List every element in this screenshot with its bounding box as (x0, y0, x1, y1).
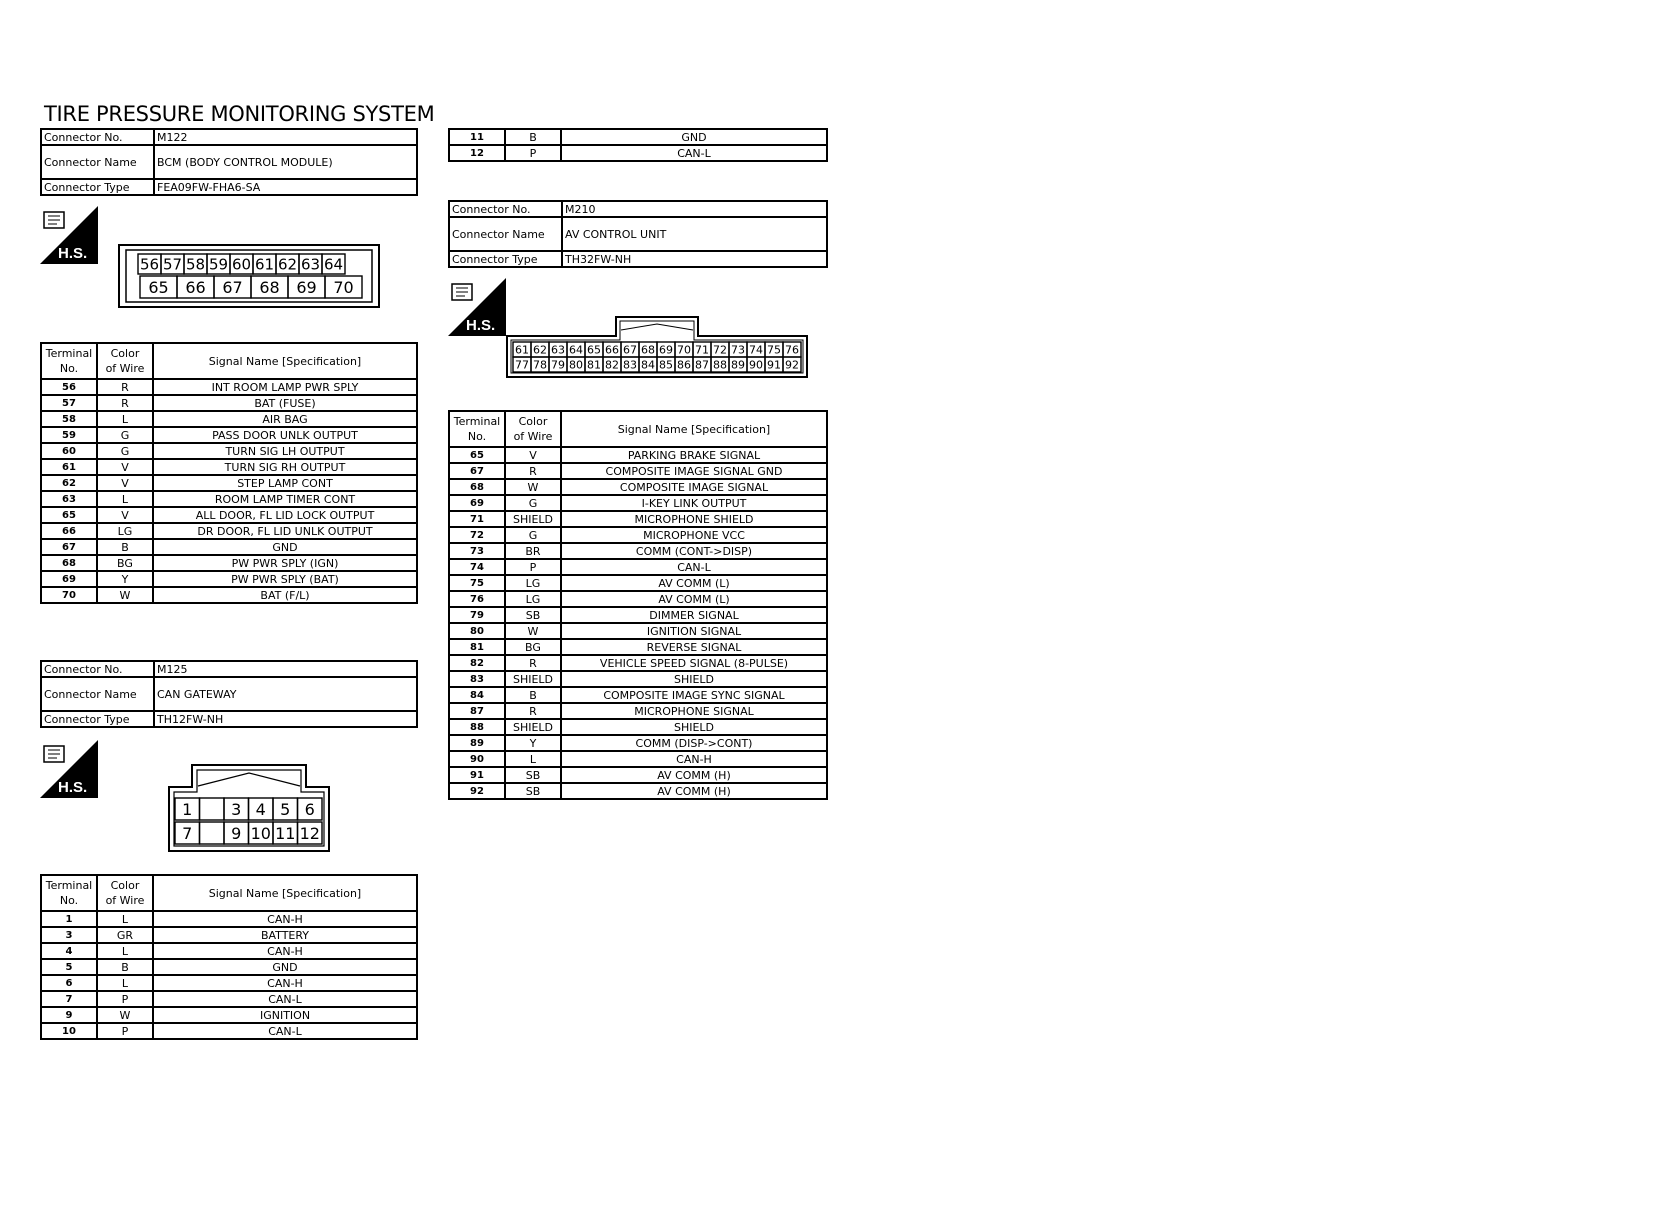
svg-text:H.S.: H.S. (58, 779, 88, 796)
terminal-no: 90 (449, 751, 505, 767)
signal-name: MICROPHONE VCC (561, 527, 827, 543)
label-connector-name: Connector Name (41, 145, 154, 179)
pin-number: 64 (323, 255, 344, 274)
m210-connector-info (448, 200, 828, 268)
header-terminal: Terminal No. (41, 343, 97, 379)
signal-name: IGNITION (153, 1007, 417, 1023)
table-row (41, 959, 417, 975)
terminal-no: 68 (41, 555, 97, 571)
signal-name: SHIELD (561, 671, 827, 687)
terminal-no: 88 (449, 719, 505, 735)
signal-name: CAN-L (561, 145, 827, 161)
table-row (449, 463, 827, 479)
m210-signal-table (448, 410, 828, 800)
wire-color: BG (505, 639, 561, 655)
terminal-no: 91 (449, 767, 505, 783)
pin-number: 73 (731, 343, 745, 357)
wire-color: L (97, 411, 153, 427)
wire-color: G (97, 427, 153, 443)
signal-name: GND (153, 539, 417, 555)
signal-name: COMPOSITE IMAGE SIGNAL (561, 479, 827, 495)
signal-name: VEHICLE SPEED SIGNAL (8-PULSE) (561, 655, 827, 671)
table-row (41, 571, 417, 587)
terminal-no: 1 (41, 911, 97, 927)
wire-color: R (97, 379, 153, 395)
pin-number: 67 (623, 343, 637, 357)
wire-color: SB (505, 767, 561, 783)
header-color: Color of Wire (505, 411, 561, 447)
table-row (449, 447, 827, 463)
terminal-no: 89 (449, 735, 505, 751)
wire-color: LG (505, 591, 561, 607)
wire-color: BR (505, 543, 561, 559)
terminal-no: 3 (41, 927, 97, 943)
signal-name: I-KEY LINK OUTPUT (561, 495, 827, 511)
wire-color: SHIELD (505, 511, 561, 527)
header-signal: Signal Name [Specification] (153, 875, 417, 911)
terminal-no: 71 (449, 511, 505, 527)
pin-number: 69 (659, 343, 673, 357)
signal-name: REVERSE SIGNAL (561, 639, 827, 655)
signal-name: CAN-H (561, 751, 827, 767)
terminal-no: 59 (41, 427, 97, 443)
table-row (449, 129, 827, 145)
table-row (449, 719, 827, 735)
pin-number: 70 (333, 277, 354, 297)
terminal-no: 84 (449, 687, 505, 703)
wire-color: LG (97, 523, 153, 539)
signal-name: IGNITION SIGNAL (561, 623, 827, 639)
terminal-no: 11 (449, 129, 505, 145)
m122-connector-no: M122 (154, 129, 417, 145)
header-terminal: Terminal No. (449, 411, 505, 447)
signal-name: SHIELD (561, 719, 827, 735)
table-row (41, 943, 417, 959)
signal-name: AV COMM (H) (561, 767, 827, 783)
terminal-no: 68 (449, 479, 505, 495)
pin-number: 65 (587, 343, 601, 357)
terminal-no: 74 (449, 559, 505, 575)
m122-signal-table (40, 342, 418, 604)
wire-color: W (505, 479, 561, 495)
pin-number: 75 (767, 343, 781, 357)
table-row (449, 783, 827, 799)
pin-number: 58 (185, 255, 206, 274)
wire-color: R (97, 395, 153, 411)
pin-number: 66 (605, 343, 619, 357)
pin-number: 67 (222, 277, 243, 297)
pin-number: 84 (641, 358, 655, 372)
terminal-no: 61 (41, 459, 97, 475)
table-row (41, 523, 417, 539)
wire-color: B (505, 129, 561, 145)
signal-name: AV COMM (H) (561, 783, 827, 799)
header-color: Color of Wire (97, 875, 153, 911)
terminal-no: 12 (449, 145, 505, 161)
terminal-no: 57 (41, 395, 97, 411)
terminal-no: 67 (41, 539, 97, 555)
terminal-no: 9 (41, 1007, 97, 1023)
wire-color: L (505, 751, 561, 767)
table-row (41, 379, 417, 395)
signal-name: COMPOSITE IMAGE SYNC SIGNAL (561, 687, 827, 703)
terminal-no: 58 (41, 411, 97, 427)
m125-signal-table (40, 874, 418, 1040)
table-row (41, 395, 417, 411)
table-row (449, 145, 827, 161)
signal-name: TURN SIG RH OUTPUT (153, 459, 417, 475)
hs-harness-side-icon (40, 740, 98, 798)
pin-number: 66 (185, 277, 206, 297)
pin-number: 62 (277, 255, 298, 274)
wire-color: L (97, 911, 153, 927)
signal-name: DIMMER SIGNAL (561, 607, 827, 623)
m122-connector-info (40, 128, 418, 196)
m210-connector-diagram (506, 316, 808, 378)
pin-number: 12 (299, 823, 320, 843)
pin-number: 63 (551, 343, 565, 357)
table-row (449, 543, 827, 559)
wire-color: R (505, 463, 561, 479)
table-row (449, 623, 827, 639)
pin-number: 82 (605, 358, 619, 372)
terminal-no: 7 (41, 991, 97, 1007)
pin-number: 80 (569, 358, 583, 372)
table-row (41, 975, 417, 991)
signal-name: TURN SIG LH OUTPUT (153, 443, 417, 459)
pin-number: 61 (254, 255, 275, 274)
pin-number: 6 (304, 799, 315, 819)
wire-color: Y (505, 735, 561, 751)
pin-number: 87 (695, 358, 709, 372)
table-row (41, 1023, 417, 1039)
wire-color: P (505, 559, 561, 575)
table-row (41, 911, 417, 927)
signal-name: COMM (DISP->CONT) (561, 735, 827, 751)
signal-name: CAN-H (153, 943, 417, 959)
m122-connector-type: FEA09FW-FHA6-SA (154, 179, 417, 195)
terminal-no: 87 (449, 703, 505, 719)
m125-connector-info (40, 660, 418, 728)
label-connector-no: Connector No. (449, 201, 562, 217)
pin-number: 63 (300, 255, 321, 274)
wire-color: P (97, 991, 153, 1007)
wire-color: BG (97, 555, 153, 571)
terminal-no: 92 (449, 783, 505, 799)
wire-color: G (505, 527, 561, 543)
terminal-no: 10 (41, 1023, 97, 1039)
m210-connector-no: M210 (562, 201, 827, 217)
pin-number: 9 (231, 823, 242, 843)
table-row (41, 459, 417, 475)
wire-color: L (97, 491, 153, 507)
table-row (41, 991, 417, 1007)
pin-number: 76 (785, 343, 799, 357)
terminal-no: 73 (449, 543, 505, 559)
hs-label: H.S. (58, 245, 88, 262)
table-row (449, 751, 827, 767)
pin-number: 91 (767, 358, 781, 372)
svg-text:H.S.: H.S. (466, 317, 496, 334)
m122-connector-diagram (118, 244, 380, 308)
table-row (449, 655, 827, 671)
wire-color: V (97, 459, 153, 475)
hs-harness-side-icon (40, 206, 98, 264)
wire-color: SHIELD (505, 671, 561, 687)
terminal-no: 65 (449, 447, 505, 463)
table-row (449, 559, 827, 575)
pin-number: 10 (250, 823, 271, 843)
signal-name: MICROPHONE SIGNAL (561, 703, 827, 719)
label-connector-type: Connector Type (449, 251, 562, 267)
table-row (41, 411, 417, 427)
pin-number: 62 (533, 343, 547, 357)
wire-color: P (505, 145, 561, 161)
pin-number: 59 (208, 255, 229, 274)
terminal-no: 72 (449, 527, 505, 543)
pin-number: 74 (749, 343, 763, 357)
pin-number: 61 (515, 343, 529, 357)
table-row (41, 539, 417, 555)
signal-name: PASS DOOR UNLK OUTPUT (153, 427, 417, 443)
signal-name: MICROPHONE SHIELD (561, 511, 827, 527)
signal-name: INT ROOM LAMP PWR SPLY (153, 379, 417, 395)
terminal-no: 5 (41, 959, 97, 975)
wire-color: W (97, 587, 153, 603)
pin-number: 3 (231, 799, 242, 819)
terminal-no: 80 (449, 623, 505, 639)
label-connector-no: Connector No. (41, 129, 154, 145)
signal-name: PW PWR SPLY (BAT) (153, 571, 417, 587)
pin-number: 90 (749, 358, 763, 372)
wire-color: SB (505, 783, 561, 799)
table-row (449, 591, 827, 607)
wire-color: R (505, 655, 561, 671)
pin-number: 70 (677, 343, 691, 357)
label-connector-name: Connector Name (449, 217, 562, 251)
terminal-no: 63 (41, 491, 97, 507)
table-row (41, 555, 417, 571)
table-row (41, 927, 417, 943)
header-signal: Signal Name [Specification] (561, 411, 827, 447)
signal-name: CAN-L (153, 1023, 417, 1039)
wire-color: L (97, 975, 153, 991)
m210-connector-type: TH32FW-NH (562, 251, 827, 267)
signal-name: BATTERY (153, 927, 417, 943)
m125-signal-table-continued (448, 128, 828, 162)
signal-name: PW PWR SPLY (IGN) (153, 555, 417, 571)
pin-cell (200, 822, 225, 844)
wire-color: W (505, 623, 561, 639)
pin-number: 57 (162, 255, 183, 274)
signal-name: BAT (F/L) (153, 587, 417, 603)
terminal-no: 56 (41, 379, 97, 395)
terminal-no: 70 (41, 587, 97, 603)
wire-color: B (97, 539, 153, 555)
pin-number: 4 (255, 799, 266, 819)
table-row (449, 607, 827, 623)
pin-number: 77 (515, 358, 529, 372)
pin-number: 85 (659, 358, 673, 372)
table-row (41, 427, 417, 443)
pin-number: 1 (182, 799, 193, 819)
wire-color: R (505, 703, 561, 719)
terminal-no: 69 (41, 571, 97, 587)
terminal-no: 4 (41, 943, 97, 959)
pin-number: 68 (259, 277, 280, 297)
m125-connector-no: M125 (154, 661, 417, 677)
terminal-no: 66 (41, 523, 97, 539)
terminal-no: 60 (41, 443, 97, 459)
label-connector-type: Connector Type (41, 711, 154, 727)
m125-connector-name: CAN GATEWAY (154, 677, 417, 711)
table-row (41, 475, 417, 491)
pin-number: 68 (641, 343, 655, 357)
wire-color: V (505, 447, 561, 463)
table-row (449, 671, 827, 687)
signal-name: COMPOSITE IMAGE SIGNAL GND (561, 463, 827, 479)
wire-color: L (97, 943, 153, 959)
signal-name: BAT (FUSE) (153, 395, 417, 411)
signal-name: CAN-H (153, 975, 417, 991)
signal-name: AV COMM (L) (561, 591, 827, 607)
terminal-no: 83 (449, 671, 505, 687)
table-row (449, 511, 827, 527)
wire-color: GR (97, 927, 153, 943)
terminal-no: 62 (41, 475, 97, 491)
table-row (41, 587, 417, 603)
header-terminal: Terminal No. (41, 875, 97, 911)
label-connector-type: Connector Type (41, 179, 154, 195)
table-row (449, 527, 827, 543)
terminal-no: 67 (449, 463, 505, 479)
pin-number: 86 (677, 358, 691, 372)
wire-color: SB (505, 607, 561, 623)
wire-color: SHIELD (505, 719, 561, 735)
table-row (449, 575, 827, 591)
signal-name: GND (561, 129, 827, 145)
pin-number: 69 (296, 277, 317, 297)
pin-cell (200, 798, 225, 820)
table-row (449, 687, 827, 703)
table-row (41, 443, 417, 459)
pin-number: 72 (713, 343, 727, 357)
terminal-no: 76 (449, 591, 505, 607)
table-row (449, 735, 827, 751)
pin-number: 60 (231, 255, 252, 274)
table-row (41, 507, 417, 523)
signal-name: ROOM LAMP TIMER CONT (153, 491, 417, 507)
pin-number: 65 (148, 277, 169, 297)
signal-name: COMM (CONT->DISP) (561, 543, 827, 559)
table-row (449, 639, 827, 655)
pin-number: 7 (182, 823, 193, 843)
wire-color: W (97, 1007, 153, 1023)
signal-name: ALL DOOR, FL LID LOCK OUTPUT (153, 507, 417, 523)
m125-connector-type: TH12FW-NH (154, 711, 417, 727)
pin-number: 83 (623, 358, 637, 372)
m210-connector-name: AV CONTROL UNIT (562, 217, 827, 251)
wire-color: G (505, 495, 561, 511)
pin-number: 92 (785, 358, 799, 372)
pin-number: 81 (587, 358, 601, 372)
signal-name: CAN-L (561, 559, 827, 575)
wire-color: B (97, 959, 153, 975)
wire-color: V (97, 475, 153, 491)
terminal-no: 6 (41, 975, 97, 991)
signal-name: GND (153, 959, 417, 975)
table-row (41, 491, 417, 507)
wire-color: G (97, 443, 153, 459)
signal-name: DR DOOR, FL LID UNLK OUTPUT (153, 523, 417, 539)
signal-name: AIR BAG (153, 411, 417, 427)
signal-name: PARKING BRAKE SIGNAL (561, 447, 827, 463)
header-color: Color of Wire (97, 343, 153, 379)
table-row (41, 1007, 417, 1023)
terminal-no: 82 (449, 655, 505, 671)
signal-name: CAN-H (153, 911, 417, 927)
hs-harness-side-icon (448, 278, 506, 336)
pin-number: 11 (275, 823, 296, 843)
pin-number: 78 (533, 358, 547, 372)
table-row (449, 479, 827, 495)
header-signal: Signal Name [Specification] (153, 343, 417, 379)
label-connector-name: Connector Name (41, 677, 154, 711)
wire-color: Y (97, 571, 153, 587)
m125-connector-diagram (168, 764, 330, 852)
terminal-no: 69 (449, 495, 505, 511)
terminal-no: 65 (41, 507, 97, 523)
wire-color: B (505, 687, 561, 703)
pin-number: 5 (280, 799, 291, 819)
signal-name: STEP LAMP CONT (153, 475, 417, 491)
wire-color: V (97, 507, 153, 523)
pin-number: 89 (731, 358, 745, 372)
signal-name: CAN-L (153, 991, 417, 1007)
pin-number: 79 (551, 358, 565, 372)
terminal-no: 79 (449, 607, 505, 623)
wire-color: P (97, 1023, 153, 1039)
wire-color: LG (505, 575, 561, 591)
pin-number: 71 (695, 343, 709, 357)
m122-connector-name: BCM (BODY CONTROL MODULE) (154, 145, 417, 179)
terminal-no: 81 (449, 639, 505, 655)
pin-number: 56 (139, 255, 160, 274)
terminal-no: 75 (449, 575, 505, 591)
page-title: TIRE PRESSURE MONITORING SYSTEM (44, 102, 435, 126)
signal-name: AV COMM (L) (561, 575, 827, 591)
pin-number: 88 (713, 358, 727, 372)
table-row (449, 495, 827, 511)
label-connector-no: Connector No. (41, 661, 154, 677)
table-row (449, 703, 827, 719)
pin-number: 64 (569, 343, 583, 357)
table-row (449, 767, 827, 783)
